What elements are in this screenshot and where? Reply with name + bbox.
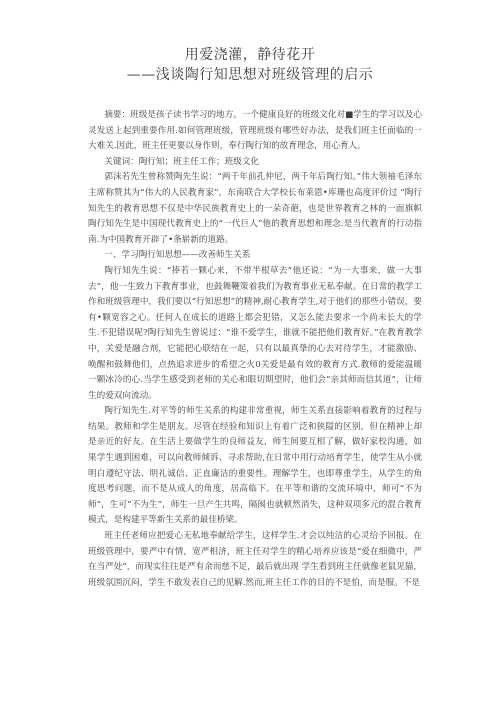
- keywords-paragraph: 关键词：陶行知；班主任工作；班级文化: [104, 156, 260, 167]
- section-heading: 一、学习陶行知思想——改善师生关系: [104, 250, 251, 261]
- body-paragraph: 陶行知先生说：“捧若一颗心来，不带半根草去”他还说：“为一大事来，做一大事去”，他一生致力下教育事业，也鼓舞鞭策着我们为教育事业无私奉献。在日常的教学工作和班级管理中，我们要以“行知思想”的精神,耐心教育学生,对于他们的那些小错误，要有•颗宽容之心。任何人在成长的道路上都会犯错，又怎么能去要求一个尚未长大的学生.不犯错误呢?陶行知先生曾说过：“谁不爱学生，谁就不能把他们教育好。”在教育教学中，关爱是融合剂，它能把心联结在一起，只有以最真挚的心去对待学生，才能激励、唤醒和鼓舞他们，点热追求进步的希望之火0关爱是最有效的教育方式.教师的爱能温暖一颗冰冷的心.当学生感受到老师的关心和眼切期望时，他们会“亲其师而信其道”，让师生的爱双向流动。: [88, 265, 422, 401]
- body-paragraph: 班主任老师应把爱心无私地奉献给学生，这样学生.才会以纯洁的心灵给予回报。在班级管理中，要严中有情，宽严相济，班主任对学生的精心培养应该是“爱在细微中，严在当严处”，而现实往往是严有余而慈不足，最后就出现 学生看到班主任就像老鼠见猫，班级氛围沉闷，学生不敢发表自己的见解.然而,班主任工作的目的不是怕，而是服。不是: [88, 531, 422, 588]
- document-title: 用爱浇灌，静待花开: [184, 47, 316, 63]
- body-paragraph: 郭沫若先生曾称赞陶先生说：“两千年前孔仲尼，两千年后陶行知。”伟大领袖毛泽东主席称赞其为“伟大的人民教育家”，东南联合大学校长布莱恩•库珊也高度评价过 “陶行知先生的教育思想不仅是中华民族教育史上的一朵奇葩，也是世界教育之林的一面旗帜陶行知先生是中国现代教育史上的“一代巨人”他的教育思想和理念.是当代教育的行动指南.为中国教育开辟了•条崭新的道路。: [88, 172, 422, 245]
- document-body: [88, 108, 422, 591]
- abstract-paragraph: 摘要：班级是孩子读书学习的地方。一个健康良好的班级文化对■学生的学习以及心灵发送上起到重要作用.如何管理班级，管理班级有哪些好办法，是我们班主任面临的一大难关.因此，班主任更要以身作则，奉行陶行知的故育理念，用心育人。: [88, 110, 422, 152]
- body-paragraph: 陶行知先生.对平等的师生关系的构建非常重视，师生关系直接影响着教育的过程与结果。教师和学生是朋友。尽管在经验和知识上有着广泛和狭隘的区别，但在精神上却是亲近的好友。在生活上要做学生的良师益友，师生间要互相了解，做好家校沟通，如果学生遇到困难，可以向教师倾诉、寻求帮助,在日常中用行动培育学生，使学生从小就明白遵纪守法、明礼诚信、正直廉洁的重要性。理解学生，也即尊重学生，从学生的角度思考问题，而不是从成人的角度，居高临下。在平等和谐的交流环境中，师可“不为师”，生可“不为生”，师生一旦产生共鸣，隔阂也就顿然消失，这种双项多元的混合教育模式，是构建平等新生关系的最佳桥梁。: [88, 406, 422, 526]
- document-subtitle: ——浅谈陶行知思想对班级管理的启示: [126, 67, 374, 83]
